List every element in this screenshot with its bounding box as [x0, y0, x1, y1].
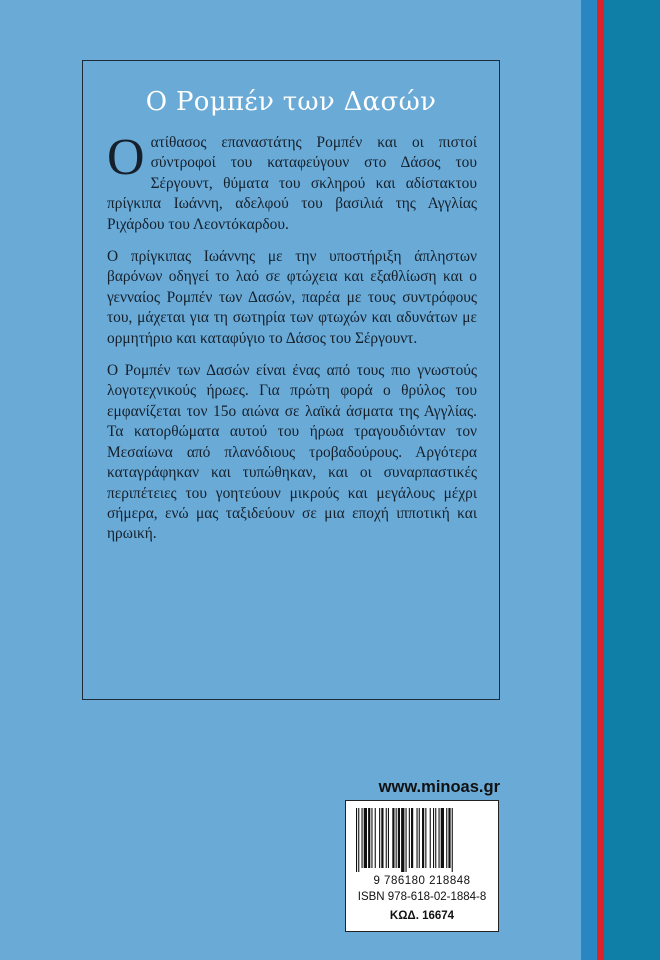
publisher-website: www.minoas.gr [378, 778, 500, 796]
synopsis-text [107, 129, 477, 557]
spine-stripe-teal [604, 0, 660, 960]
drop-cap: Ο [107, 129, 145, 186]
paragraph-1-text: ατίθασος επαναστάτης Ρομπέν και οι πιστοί σύντροφοί του καταφεύγουν στο Δάσος του Σέργουντ, θύματα του σκληρού και αδίστακτου πρίγκιπα Ιωάννη, αδελφού του βασιλιά της Αγγλίας Ριχάρδου του Λεοντόκαρδου. [107, 134, 477, 233]
barcode-box [345, 800, 499, 932]
spine-stripe-red [597, 0, 604, 960]
barcode-digits: 9 786180 218848 [373, 875, 471, 887]
book-title: Ο Ρομπέν των Δασών [145, 87, 437, 117]
paragraph-1 [107, 129, 477, 235]
spine-stripe-blue [581, 0, 597, 960]
barcode [354, 808, 492, 872]
synopsis-panel [82, 60, 500, 700]
product-code: ΚΩΔ. 16674 [389, 910, 455, 922]
paragraph-2: Ο πρίγκιπας Ιωάννης με την υποστήριξη άπληστων βαρόνων οδηγεί το λαό σε φτώχεια και εξαθλίωση και ο γενναίος Ρομπέν των Δασών, παρέα με τους συντρόφους του, μάχεται για τη σωτηρία των φτωχών και αδυνάτων με ορμητήριο και καταφύγιο το Δάσος του Σέργουντ. [107, 248, 477, 347]
isbn-number: ISBN 978-618-02-1884-8 [357, 891, 487, 903]
paragraph-3: Ο Ρομπέν των Δασών είναι ένας από τους πιο γνωστούς λογοτεχνικούς ήρωες. Για πρώτη φορά ο θρύλος του εμφανίζεται τον 15ο αιώνα σε λαϊκά άσματα της Αγγλίας. Τα κατορθώματα αυτού του ήρωα τραγουδιόνταν τον Μεσαίωνα από πλανόδιους τροβαδούρους. Αργότερα καταγράφηκαν και τυπώθηκαν, και οι συναρπαστικές περιπέτειες του γοητεύουν μικρούς και μεγάλους μέχρι σήμερα, ενώ μας ταξιδεύουν σε μια εποχή ιπποτική και ηρωική. [107, 362, 477, 543]
